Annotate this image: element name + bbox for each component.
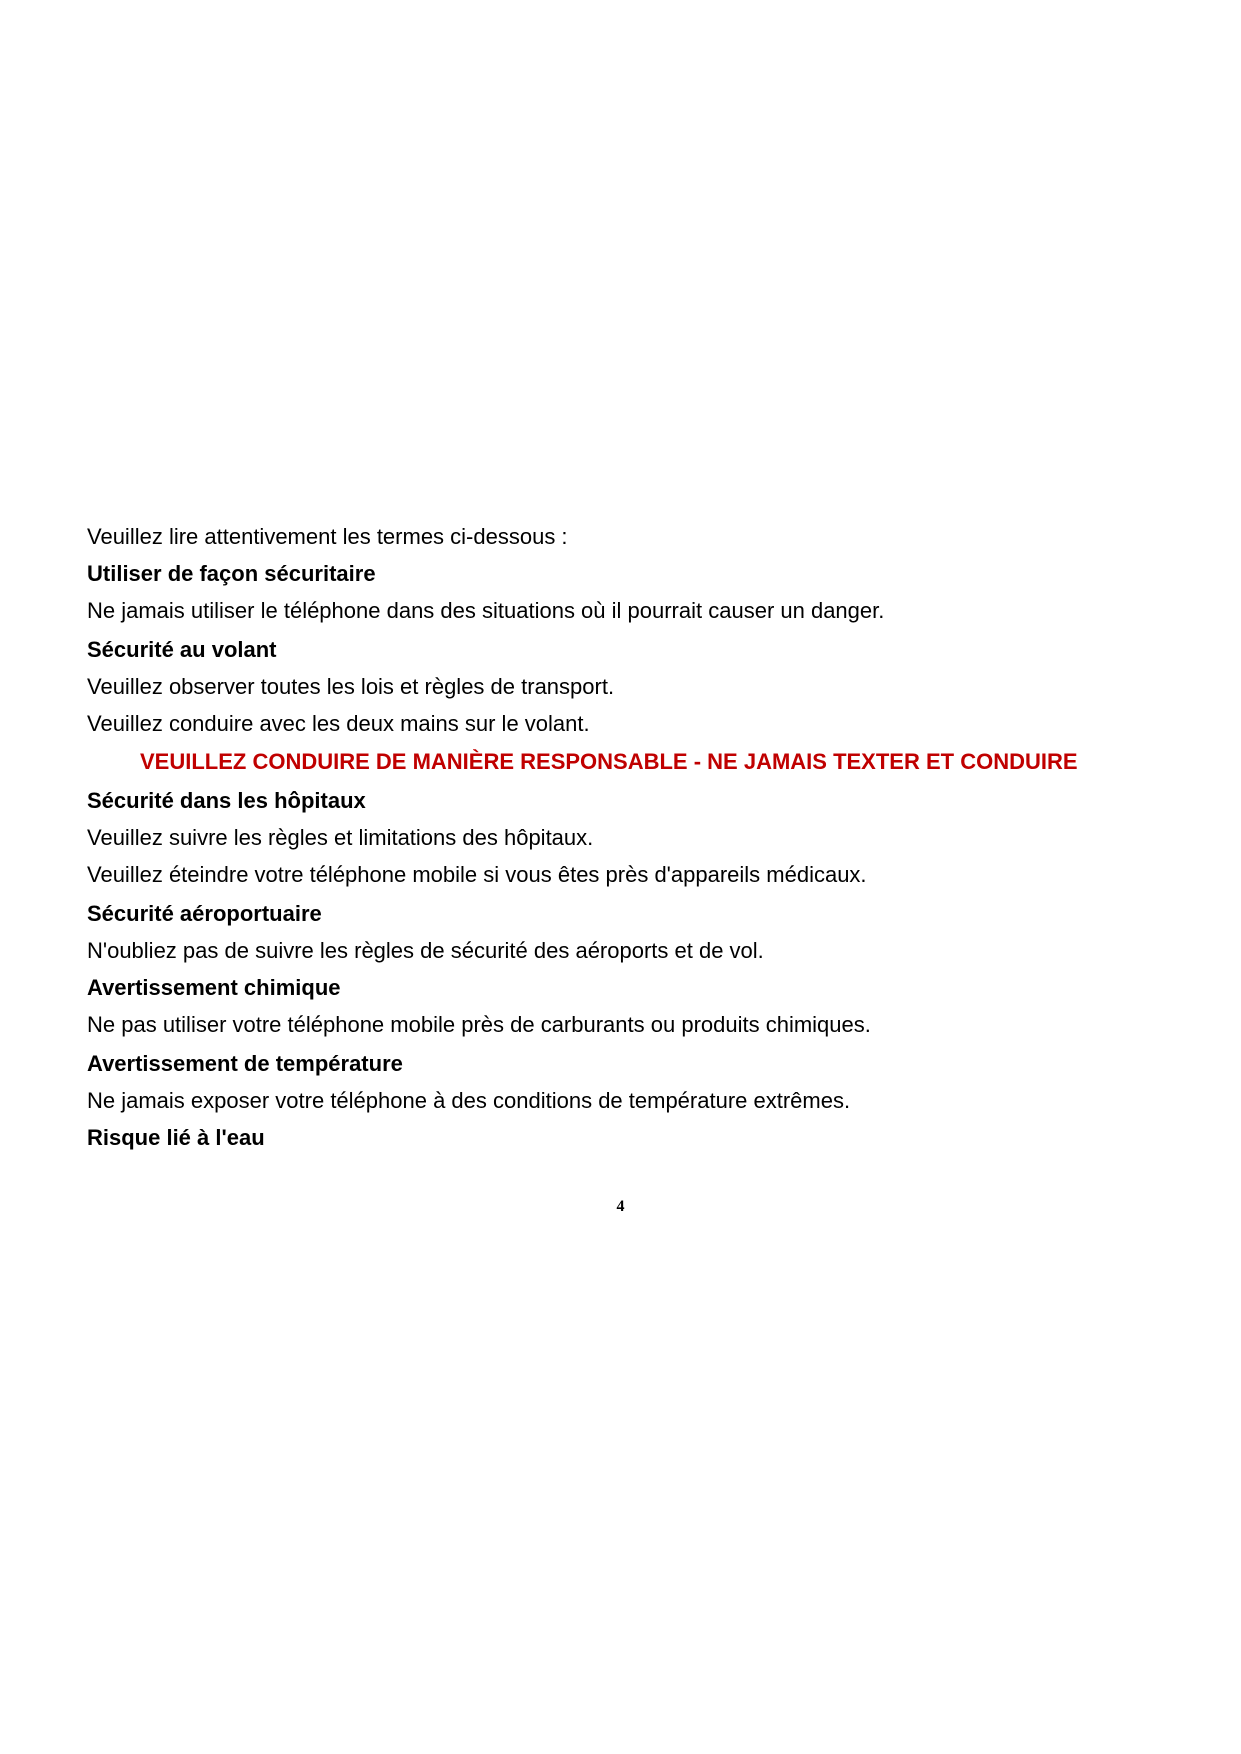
intro-text: Veuillez lire attentivement les termes ci-dessous :	[87, 524, 568, 549]
heading-temperature: Avertissement de température	[87, 1051, 403, 1076]
heading-chemical: Avertissement chimique	[87, 975, 341, 1000]
driving-text-1: Veuillez observer toutes les lois et règles de transport.	[87, 674, 615, 699]
page-number: 4	[616, 1198, 625, 1215]
airport-text: N'oubliez pas de suivre les règles de sécurité des aéroports et de vol.	[87, 938, 764, 963]
temperature-text: Ne jamais exposer votre téléphone à des conditions de température extrêmes.	[87, 1088, 851, 1113]
driving-warning: VEUILLEZ CONDUIRE DE MANIÈRE RESPONSABLE - NE JAMAIS TEXTER ET CONDUIRE	[140, 749, 1078, 774]
secure-use-text: Ne jamais utiliser le téléphone dans des situations où il pourrait causer un danger.	[87, 598, 885, 623]
driving-text-2: Veuillez conduire avec les deux mains sur le volant.	[87, 711, 590, 736]
heading-airport: Sécurité aéroportuaire	[87, 901, 322, 926]
heading-driving: Sécurité au volant	[87, 637, 277, 662]
heading-secure-use: Utiliser de façon sécuritaire	[87, 561, 376, 586]
hospitals-text-2: Veuillez éteindre votre téléphone mobile si vous êtes près d'appareils médicaux.	[87, 862, 867, 887]
heading-water: Risque lié à l'eau	[87, 1125, 265, 1150]
hospitals-text-1: Veuillez suivre les règles et limitations des hôpitaux.	[87, 825, 594, 850]
document-body	[87, 518, 1167, 1156]
heading-hospitals: Sécurité dans les hôpitaux	[87, 788, 366, 813]
chemical-text: Ne pas utiliser votre téléphone mobile près de carburants ou produits chimiques.	[87, 1012, 871, 1037]
